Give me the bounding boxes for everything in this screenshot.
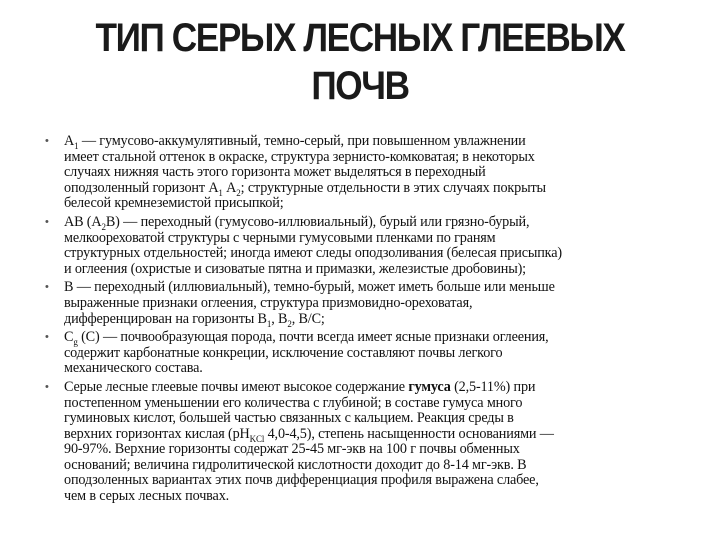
text-line: структурных отдельностей; иногда имеют следы оподзоливания (белесая присыпка) [64,245,562,262]
text-line: белесой кремнеземистой присыпкой; [64,195,284,212]
bullet-icon: • [45,135,49,147]
text-line: чем в серых лесных почвах. [64,488,230,505]
text-line: 90-97%. Верхние горизонты содержат 25-45 мг-экв на 100 г почвы обменных [64,441,520,458]
bullet-item-summary [45,380,685,505]
bullet-icon: • [45,331,49,344]
bullet-icon: • [45,281,49,294]
slide-title [78,14,641,110]
text-line: случаях нижняя часть этого горизонта может выделяться в переходный [64,164,486,181]
bullet-icon: • [45,380,49,393]
bullet-item-ab [45,215,685,277]
bullet-item-cg [45,330,685,377]
text-line: гуминовых кислот, большей частью связанных с кальцием. Реакция среды в [64,410,514,427]
title-line-1: ТИП СЕРЫХ ЛЕСНЫХ ГЛЕЕВЫХ [95,16,625,60]
text-line: содержит карбонатные конкреции, исключение составляют почвы легкого [64,344,503,361]
bullet-item-b [45,280,685,327]
text-line: $А_1$ — гумусово-аккумулятивный, темно-серый, при повышенном увлажнении [64,133,526,151]
text-line: механического состава. [64,360,203,377]
text-line: верхних горизонтах кислая ($рН_{KCl}$ 4,0-4,5), степень насыщенности основаниями — [64,425,554,444]
text-line: АВ $(А_2В)$ — переходный (гумусово-иллювиальный), бурый или грязно-бурый, [64,213,530,232]
text-line: оподзоленный горизонт $А_1$ $А_2$; структурные отдельности в этих случаях покрыты [64,179,546,198]
text-line: и оглеения (охристые и сизоватые пятна и примазки, железистые дробовины); [64,260,526,277]
bold-term: гумуса [408,378,451,395]
bullet-icon: • [45,215,49,228]
text-line: оподзоленных вариантах этих почв дифференциация профиля выражена слабее, [64,472,539,489]
title-line-2: ПОЧВ [311,64,409,108]
text-line: выраженные признаки оглеения, структура призмовидно-ореховатая, [64,294,473,311]
text-line: В — переходный (иллювиальный), темно-бурый, может иметь больше или меньше [64,279,555,296]
text-line: дифференцирован на горизонты $В_1$, $В_2$, В/С; [64,310,325,329]
text-line: мелкоореховатой структуры с черными гумусовыми пленками по граням [64,229,496,246]
bullet-item-a1 [45,134,685,212]
bullet-list [45,134,685,508]
text-line: имеет стальной оттенок в окраске, структура зернисто-комковатая; в некоторых [64,148,535,165]
text-line: Серые лесные глеевые почвы имеют высокое содержание гумуса (2,5-11%) при [64,378,536,395]
text-line: постепенном уменьшении его количества с глубиной; в составе гумуса много [64,394,523,411]
text-line: $С_g$ (С) — почвообразующая порода, почти всегда имеет ясные признаки оглеения, [64,329,549,347]
text-line: оснований; величина гидролитической кислотности доходит до 8-14 мг-экв. В [64,456,527,473]
